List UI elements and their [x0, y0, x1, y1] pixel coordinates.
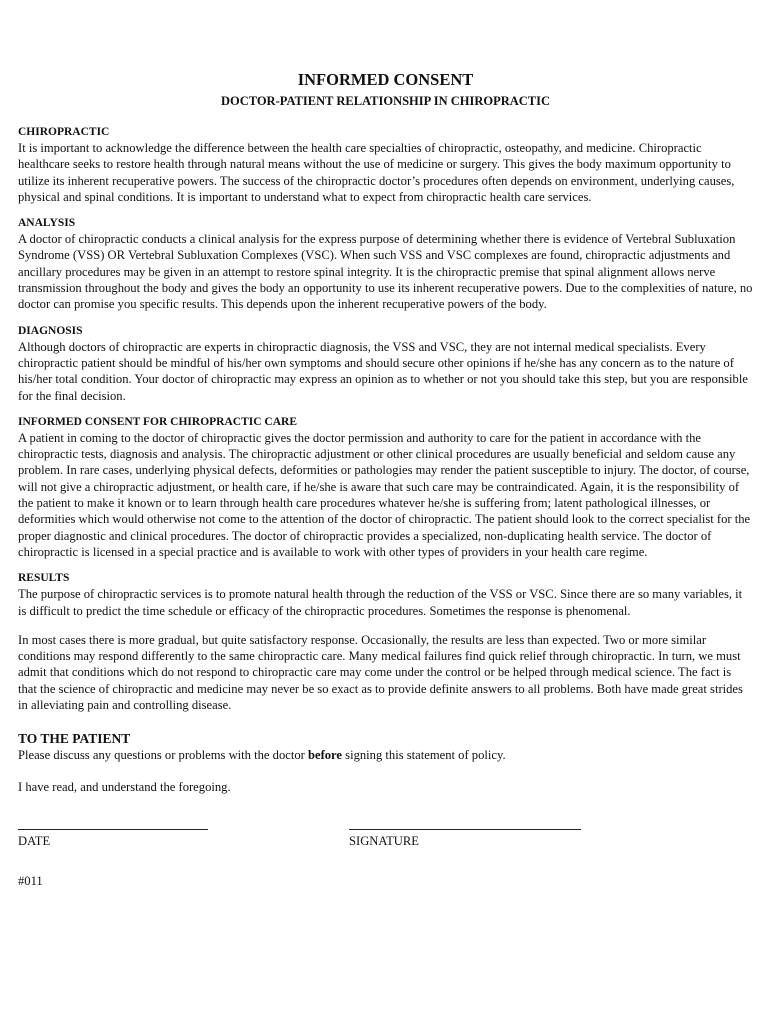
section-paragraph: The purpose of chiropractic services is to promote natural health through the reduction of the VSS or VSC. Since there are so many variables, it is difficult to predict the time schedule or efficacy of the chiropractic procedures. Sometimes the response is phenomenal.: [18, 587, 743, 618]
acknowledgement-statement: I have read, and understand the foregoing.: [18, 779, 231, 794]
date-block: [18, 819, 208, 849]
instruction-text: Please discuss any questions or problems with the doctor: [18, 748, 308, 763]
section-analysis: [18, 216, 753, 312]
instruction-emphasis: before: [307, 748, 343, 763]
date-line[interactable]: [18, 819, 208, 830]
section-diagnosis: [18, 324, 753, 404]
section-paragraph: In most cases there is more gradual, but quite satisfactory response. Occasionally, the results are less than expected. Two or more similar conditions may respond differently to the same chiropractic care. Many medical failures find quick relief through chiropractic. In turn, we must admit that conditions which do not respond to chiropractic care may come under the control or be helped through medical science. The fact is that the science of chiropractic and medicine may never be so exact as to provide definite answers to all problems. Both have made great strides in alleviating pain and controlling disease.: [18, 632, 743, 713]
section-heading: CHIROPRACTIC: [18, 126, 110, 138]
signature-line[interactable]: [349, 819, 581, 830]
signature-block: [349, 819, 581, 849]
signature-row: [18, 819, 753, 859]
section-heading: RESULTS: [18, 572, 70, 585]
consent-document: [18, 70, 753, 889]
patient-instruction: [18, 747, 753, 763]
section-chiropractic: [18, 125, 753, 205]
signature-label: SIGNATURE: [349, 833, 419, 848]
document-subtitle: DOCTOR-PATIENT RELATIONSHIP IN CHIROPRACTIC: [220, 94, 551, 108]
document-title: INFORMED CONSENT: [297, 70, 474, 89]
section-informed-consent: [18, 415, 753, 560]
section-heading: INFORMED CONSENT FOR CHIROPRACTIC CARE: [18, 415, 297, 428]
section-paragraph: A patient in coming to the doctor of chiropractic gives the doctor permission and authority to care for the patient in accordance with the chiropractic tests, diagnosis and analysis. The chiropractic adjustment or other clinical procedures are usually beneficial and seldom cause any problem. In rare cases, underlying physical defects, deformities or pathologies may render the patient susceptible to injury. The doctor, of course, will not give a chiropractic adjustment, or health care, if he/she is aware that such care may be contraindicated. Again, it is the responsibility of the patient to make it known or to learn through health care procedures whatever he/she is suffering from; latent pathological illnesses, or deformities which would otherwise not come to the attention of the doctor of chiropractic. The patient should look to the correct specialist for the proper diagnostic and clinical procedures. The doctor of chiropractic provides a specialized, non-duplicating health service. The doctor of chiropractic is licensed in a special practice and is available to work with other types of providers in your health care regime.: [18, 430, 751, 559]
section-heading: ANALYSIS: [18, 217, 76, 230]
section-paragraph: Although doctors of chiropractic are experts in chiropractic diagnosis, the VSS and VSC, they are not internal medical specialists. Every chiropractic patient should be mindful of his/her own symptoms and should secure other opinions if he/she has any concern as to the nature of his/her total condition. Your doctor of chiropractic may express an opinion as to whether or not you should take this step, but you are responsible for the final decision.: [18, 339, 748, 403]
section-heading: DIAGNOSIS: [18, 324, 83, 337]
section-paragraph: A doctor of chiropractic conducts a clinical analysis for the express purpose of determining whether there is evidence of Vertebral Subluxation Syndrome (VSS) OR Vertebral Subluxation Complexes (VSC). When such VSS and VSC complexes are found, chiropractic adjustments and ancillary procedures may be given in an attempt to restore spinal integrity. It is the chiropractic premise that spinal alignment allows nerve transmission throughout the body and gives the body an opportunity to use its inherent recuperative powers. Due to the complexities of nature, no doctor can promise you specific results. This depends upon the inherent recuperative powers of the body.: [18, 232, 753, 312]
date-label: DATE: [18, 833, 51, 848]
form-number: #011: [18, 873, 43, 888]
section-paragraph: It is important to acknowledge the difference between the health care specialties of chiropractic, osteopathy, and medicine. Chiropractic healthcare seeks to restore health through natural means without the use of medicine or surgery. This gives the body maximum opportunity to utilize its inherent recuperative powers. The success of the chiropractic doctor’s procedures often depends on environment, underlying causes, physical and spinal conditions. It is important to understand what to expect from chiropractic health care services.: [18, 141, 735, 204]
instruction-text: signing this statement of policy.: [342, 748, 506, 763]
to-the-patient-heading: TO THE PATIENT: [18, 731, 131, 747]
section-results: [18, 571, 753, 713]
